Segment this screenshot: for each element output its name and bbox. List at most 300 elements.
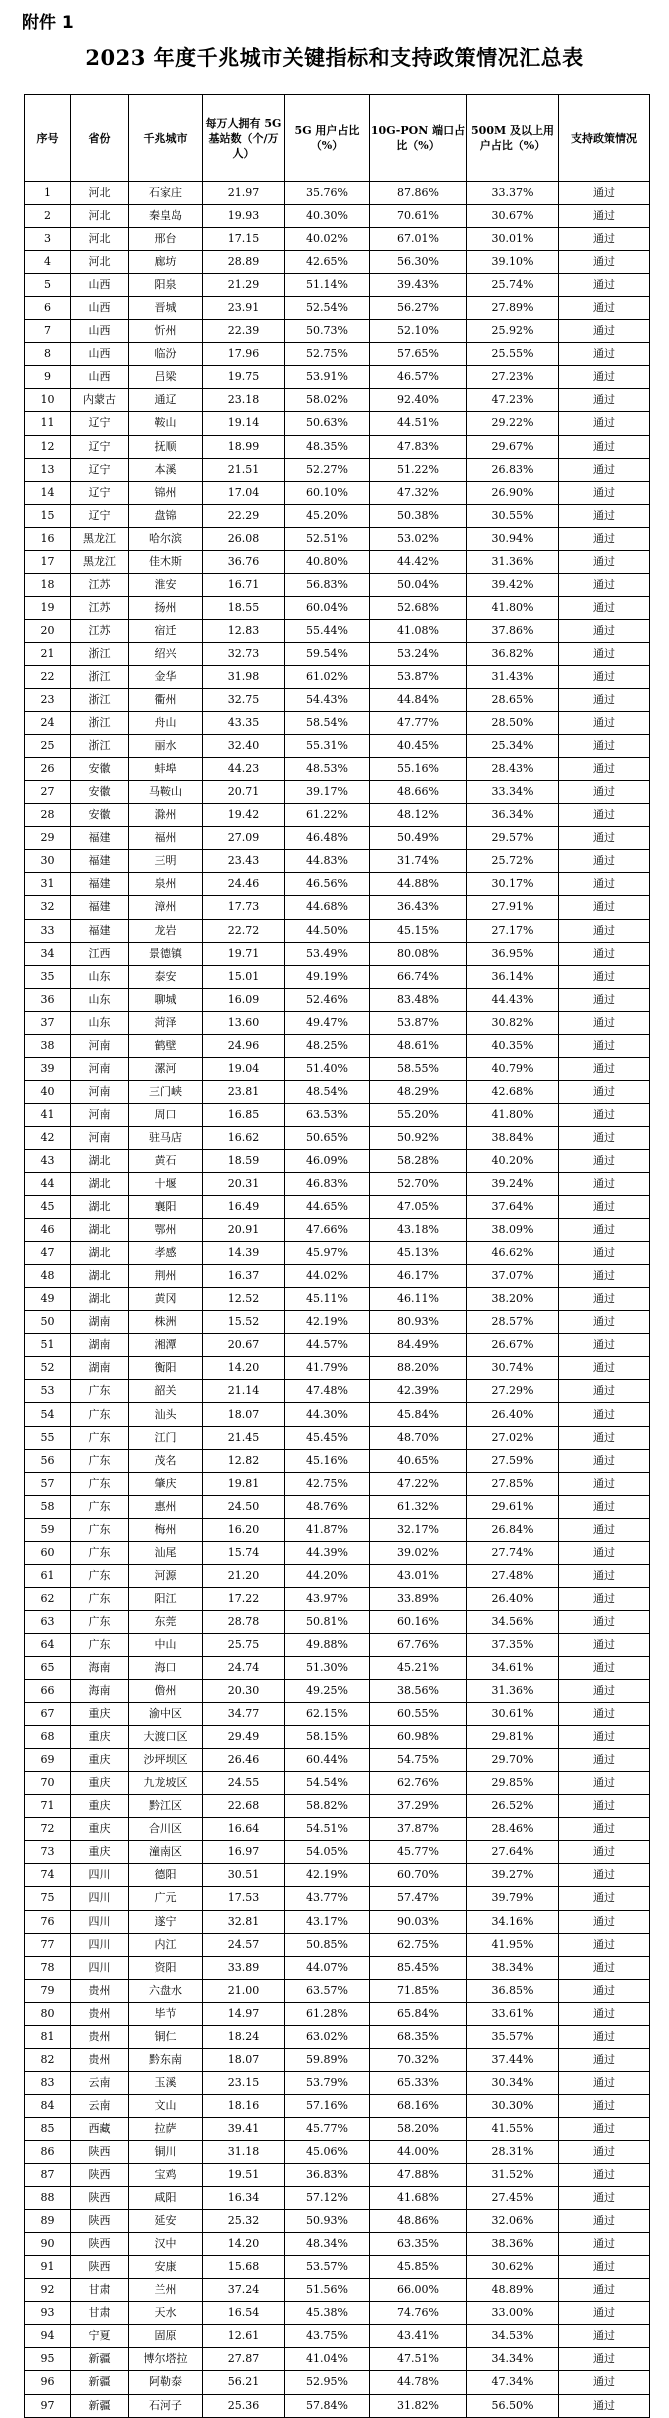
cell-5g-base-stations: 24.50	[203, 1495, 285, 1518]
cell-city: 黄冈	[129, 1288, 203, 1311]
cell-500m-user-share: 29.61%	[467, 1495, 559, 1518]
table-row	[25, 735, 650, 758]
table-row	[25, 2140, 650, 2163]
cell-5g-base-stations: 14.20	[203, 1357, 285, 1380]
cell-policy-status: 通过	[559, 1633, 650, 1656]
cell-500m-user-share: 28.57%	[467, 1311, 559, 1334]
table-row	[25, 1242, 650, 1265]
cell-province: 浙江	[71, 642, 129, 665]
cell-city: 忻州	[129, 320, 203, 343]
cell-city: 马鞍山	[129, 781, 203, 804]
cell-5g-base-stations: 20.30	[203, 1680, 285, 1703]
cell-seq: 24	[25, 712, 71, 735]
cell-seq: 35	[25, 965, 71, 988]
cell-500m-user-share: 26.83%	[467, 458, 559, 481]
cell-city: 博尔塔拉	[129, 2348, 203, 2371]
cell-10g-pon-share: 55.16%	[370, 758, 467, 781]
cell-5g-base-stations: 14.39	[203, 1242, 285, 1265]
cell-10g-pon-share: 48.29%	[370, 1080, 467, 1103]
cell-province: 四川	[71, 1864, 129, 1887]
table-row	[25, 2233, 650, 2256]
cell-10g-pon-share: 53.24%	[370, 642, 467, 665]
cell-policy-status: 通过	[559, 827, 650, 850]
cell-province: 广东	[71, 1587, 129, 1610]
cell-policy-status: 通过	[559, 2279, 650, 2302]
cell-10g-pon-share: 70.32%	[370, 2048, 467, 2071]
table-row	[25, 1449, 650, 1472]
cell-500m-user-share: 27.89%	[467, 297, 559, 320]
cell-5g-base-stations: 17.73	[203, 896, 285, 919]
cell-province: 新疆	[71, 2371, 129, 2394]
cell-policy-status: 通过	[559, 1311, 650, 1334]
cell-province: 浙江	[71, 665, 129, 688]
cell-policy-status: 通过	[559, 1864, 650, 1887]
cell-seq: 93	[25, 2302, 71, 2325]
cell-5g-user-share: 59.54%	[285, 642, 370, 665]
cell-5g-user-share: 52.51%	[285, 527, 370, 550]
cell-city: 肇庆	[129, 1472, 203, 1495]
cell-province: 湖南	[71, 1311, 129, 1334]
table-row	[25, 1380, 650, 1403]
cell-5g-user-share: 50.81%	[285, 1610, 370, 1633]
cell-10g-pon-share: 48.66%	[370, 781, 467, 804]
table-row	[25, 504, 650, 527]
cell-5g-user-share: 41.87%	[285, 1518, 370, 1541]
cell-500m-user-share: 27.17%	[467, 919, 559, 942]
table-row	[25, 2094, 650, 2117]
cell-policy-status: 通过	[559, 2094, 650, 2117]
cell-10g-pon-share: 36.43%	[370, 896, 467, 919]
cell-5g-user-share: 53.49%	[285, 942, 370, 965]
cell-seq: 15	[25, 504, 71, 527]
cell-city: 德阳	[129, 1864, 203, 1887]
cell-5g-user-share: 45.20%	[285, 504, 370, 527]
cell-10g-pon-share: 92.40%	[370, 389, 467, 412]
cell-500m-user-share: 28.65%	[467, 689, 559, 712]
cell-policy-status: 通过	[559, 1795, 650, 1818]
cell-5g-base-stations: 22.68	[203, 1795, 285, 1818]
cell-seq: 18	[25, 573, 71, 596]
cell-500m-user-share: 44.43%	[467, 988, 559, 1011]
cell-10g-pon-share: 85.45%	[370, 1956, 467, 1979]
cell-seq: 97	[25, 2394, 71, 2417]
cell-province: 湖北	[71, 1149, 129, 1172]
table-row	[25, 274, 650, 297]
cell-province: 福建	[71, 850, 129, 873]
cell-seq: 19	[25, 596, 71, 619]
cell-5g-base-stations: 16.34	[203, 2187, 285, 2210]
header-policy-status: 支持政策情况	[559, 95, 650, 182]
cell-5g-user-share: 48.53%	[285, 758, 370, 781]
cell-500m-user-share: 29.85%	[467, 1772, 559, 1795]
cell-policy-status: 通过	[559, 2002, 650, 2025]
cell-5g-base-stations: 21.00	[203, 1979, 285, 2002]
cell-province: 广东	[71, 1426, 129, 1449]
cell-province: 河南	[71, 1080, 129, 1103]
cell-province: 新疆	[71, 2348, 129, 2371]
table-row	[25, 1680, 650, 1703]
cell-province: 湖北	[71, 1219, 129, 1242]
header-10g-pon-share: 10G-PON 端口占比（%）	[370, 95, 467, 182]
cell-10g-pon-share: 43.01%	[370, 1564, 467, 1587]
cell-500m-user-share: 33.37%	[467, 182, 559, 205]
cell-city: 天水	[129, 2302, 203, 2325]
cell-500m-user-share: 29.70%	[467, 1749, 559, 1772]
cell-policy-status: 通过	[559, 2256, 650, 2279]
cell-policy-status: 通过	[559, 1426, 650, 1449]
cell-5g-base-stations: 15.68	[203, 2256, 285, 2279]
cell-5g-user-share: 53.91%	[285, 366, 370, 389]
cell-10g-pon-share: 60.98%	[370, 1726, 467, 1749]
cell-province: 山东	[71, 988, 129, 1011]
cell-5g-base-stations: 22.29	[203, 504, 285, 527]
cell-10g-pon-share: 44.88%	[370, 873, 467, 896]
cell-seq: 66	[25, 1680, 71, 1703]
cell-seq: 57	[25, 1472, 71, 1495]
cell-5g-user-share: 43.97%	[285, 1587, 370, 1610]
cell-5g-base-stations: 32.75	[203, 689, 285, 712]
cell-province: 福建	[71, 896, 129, 919]
cell-10g-pon-share: 65.33%	[370, 2071, 467, 2094]
cell-policy-status: 通过	[559, 527, 650, 550]
cell-seq: 32	[25, 896, 71, 919]
cell-5g-base-stations: 21.51	[203, 458, 285, 481]
table-row	[25, 389, 650, 412]
cell-500m-user-share: 27.74%	[467, 1541, 559, 1564]
cell-5g-base-stations: 34.77	[203, 1703, 285, 1726]
cell-500m-user-share: 27.64%	[467, 1841, 559, 1864]
cell-500m-user-share: 38.09%	[467, 1219, 559, 1242]
cell-province: 河北	[71, 251, 129, 274]
cell-seq: 95	[25, 2348, 71, 2371]
cell-seq: 23	[25, 689, 71, 712]
cell-province: 广东	[71, 1518, 129, 1541]
cell-policy-status: 通过	[559, 2164, 650, 2187]
cell-5g-user-share: 51.14%	[285, 274, 370, 297]
cell-policy-status: 通过	[559, 205, 650, 228]
cell-seq: 16	[25, 527, 71, 550]
table-row	[25, 1011, 650, 1034]
cell-seq: 22	[25, 665, 71, 688]
cell-policy-status: 通过	[559, 1149, 650, 1172]
cell-500m-user-share: 30.01%	[467, 228, 559, 251]
cell-policy-status: 通过	[559, 642, 650, 665]
cell-5g-user-share: 36.83%	[285, 2164, 370, 2187]
cell-city: 株洲	[129, 1311, 203, 1334]
cell-500m-user-share: 26.52%	[467, 1795, 559, 1818]
cell-province: 陕西	[71, 2256, 129, 2279]
page-title: 2023 年度千兆城市关键指标和支持政策情况汇总表	[85, 45, 584, 70]
cell-10g-pon-share: 32.17%	[370, 1518, 467, 1541]
cell-10g-pon-share: 41.08%	[370, 619, 467, 642]
cell-5g-base-stations: 28.78	[203, 1610, 285, 1633]
cell-5g-user-share: 58.15%	[285, 1726, 370, 1749]
cell-seq: 79	[25, 1979, 71, 2002]
cell-policy-status: 通过	[559, 1956, 650, 1979]
table-row	[25, 827, 650, 850]
cell-500m-user-share: 25.92%	[467, 320, 559, 343]
cell-policy-status: 通过	[559, 689, 650, 712]
cell-10g-pon-share: 62.75%	[370, 1933, 467, 1956]
cell-seq: 43	[25, 1149, 71, 1172]
cell-5g-base-stations: 17.53	[203, 1887, 285, 1910]
cell-500m-user-share: 34.53%	[467, 2325, 559, 2348]
cell-policy-status: 通过	[559, 1495, 650, 1518]
cell-province: 湖北	[71, 1173, 129, 1196]
cell-seq: 14	[25, 481, 71, 504]
cell-policy-status: 通过	[559, 251, 650, 274]
cell-5g-user-share: 50.73%	[285, 320, 370, 343]
table-row	[25, 2117, 650, 2140]
cell-500m-user-share: 56.50%	[467, 2394, 559, 2417]
cell-seq: 75	[25, 1887, 71, 1910]
cell-10g-pon-share: 45.13%	[370, 1242, 467, 1265]
cell-seq: 9	[25, 366, 71, 389]
cell-seq: 65	[25, 1657, 71, 1680]
cell-5g-base-stations: 21.97	[203, 182, 285, 205]
cell-city: 龙岩	[129, 919, 203, 942]
cell-city: 六盘水	[129, 1979, 203, 2002]
cell-seq: 50	[25, 1311, 71, 1334]
cell-province: 浙江	[71, 735, 129, 758]
cell-10g-pon-share: 47.22%	[370, 1472, 467, 1495]
cell-10g-pon-share: 53.87%	[370, 1011, 467, 1034]
cell-city: 蚌埠	[129, 758, 203, 781]
table-row	[25, 942, 650, 965]
cell-5g-user-share: 49.88%	[285, 1633, 370, 1656]
cell-policy-status: 通过	[559, 1818, 650, 1841]
cell-500m-user-share: 26.40%	[467, 1403, 559, 1426]
cell-city: 大渡口区	[129, 1726, 203, 1749]
cell-5g-user-share: 60.04%	[285, 596, 370, 619]
header-seq: 序号	[25, 95, 71, 182]
cell-5g-user-share: 49.19%	[285, 965, 370, 988]
cell-5g-base-stations: 17.15	[203, 228, 285, 251]
cell-policy-status: 通过	[559, 665, 650, 688]
cell-policy-status: 通过	[559, 804, 650, 827]
cell-5g-user-share: 58.82%	[285, 1795, 370, 1818]
cell-10g-pon-share: 53.02%	[370, 527, 467, 550]
cell-500m-user-share: 42.68%	[467, 1080, 559, 1103]
cell-5g-base-stations: 31.98	[203, 665, 285, 688]
cell-seq: 7	[25, 320, 71, 343]
cell-5g-user-share: 44.20%	[285, 1564, 370, 1587]
cell-policy-status: 通过	[559, 1910, 650, 1933]
cell-city: 本溪	[129, 458, 203, 481]
cell-province: 山西	[71, 320, 129, 343]
cell-5g-base-stations: 19.75	[203, 366, 285, 389]
cell-province: 河北	[71, 182, 129, 205]
cell-5g-user-share: 61.02%	[285, 665, 370, 688]
cell-5g-user-share: 51.30%	[285, 1657, 370, 1680]
cell-city: 拉萨	[129, 2117, 203, 2140]
cell-seq: 86	[25, 2140, 71, 2163]
table-row	[25, 2187, 650, 2210]
cell-city: 秦皇岛	[129, 205, 203, 228]
cell-500m-user-share: 30.74%	[467, 1357, 559, 1380]
cell-seq: 89	[25, 2210, 71, 2233]
table-row	[25, 458, 650, 481]
cell-10g-pon-share: 70.61%	[370, 205, 467, 228]
cell-province: 广东	[71, 1610, 129, 1633]
table-row	[25, 1034, 650, 1057]
cell-policy-status: 通过	[559, 389, 650, 412]
cell-5g-base-stations: 12.52	[203, 1288, 285, 1311]
cell-10g-pon-share: 56.27%	[370, 297, 467, 320]
cell-5g-base-stations: 24.46	[203, 873, 285, 896]
table-row	[25, 481, 650, 504]
cell-city: 吕梁	[129, 366, 203, 389]
cell-policy-status: 通过	[559, 1680, 650, 1703]
cell-seq: 88	[25, 2187, 71, 2210]
cell-5g-user-share: 63.57%	[285, 1979, 370, 2002]
cell-seq: 45	[25, 1196, 71, 1219]
cell-policy-status: 通过	[559, 1841, 650, 1864]
cell-5g-base-stations: 24.96	[203, 1034, 285, 1057]
cell-seq: 46	[25, 1219, 71, 1242]
cell-5g-user-share: 50.85%	[285, 1933, 370, 1956]
cell-province: 福建	[71, 873, 129, 896]
cell-10g-pon-share: 65.84%	[370, 2002, 467, 2025]
table-row	[25, 1219, 650, 1242]
cell-5g-user-share: 42.75%	[285, 1472, 370, 1495]
cell-seq: 28	[25, 804, 71, 827]
cell-500m-user-share: 28.43%	[467, 758, 559, 781]
header-province: 省份	[71, 95, 129, 182]
cell-city: 菏泽	[129, 1011, 203, 1034]
cell-5g-base-stations: 15.74	[203, 1541, 285, 1564]
cell-policy-status: 通过	[559, 1726, 650, 1749]
cell-province: 陕西	[71, 2187, 129, 2210]
table-row	[25, 850, 650, 873]
cell-5g-base-stations: 16.62	[203, 1126, 285, 1149]
cell-5g-base-stations: 25.32	[203, 2210, 285, 2233]
cell-city: 鹤壁	[129, 1034, 203, 1057]
cell-province: 四川	[71, 1887, 129, 1910]
cell-seq: 87	[25, 2164, 71, 2187]
cell-500m-user-share: 36.34%	[467, 804, 559, 827]
cell-10g-pon-share: 46.11%	[370, 1288, 467, 1311]
cell-10g-pon-share: 44.51%	[370, 412, 467, 435]
cell-seq: 73	[25, 1841, 71, 1864]
cell-5g-user-share: 43.17%	[285, 1910, 370, 1933]
cell-5g-base-stations: 17.96	[203, 343, 285, 366]
cell-policy-status: 通过	[559, 274, 650, 297]
cell-10g-pon-share: 54.75%	[370, 1749, 467, 1772]
cell-10g-pon-share: 58.20%	[370, 2117, 467, 2140]
cell-city: 扬州	[129, 596, 203, 619]
cell-policy-status: 通过	[559, 1288, 650, 1311]
cell-city: 茂名	[129, 1449, 203, 1472]
cell-5g-base-stations: 25.36	[203, 2394, 285, 2417]
cell-province: 西藏	[71, 2117, 129, 2140]
cell-5g-base-stations: 27.87	[203, 2348, 285, 2371]
cell-10g-pon-share: 84.49%	[370, 1334, 467, 1357]
cell-seq: 52	[25, 1357, 71, 1380]
cell-5g-user-share: 50.63%	[285, 412, 370, 435]
table-row	[25, 1403, 650, 1426]
table-row	[25, 1057, 650, 1080]
table-row	[25, 1357, 650, 1380]
cell-province: 湖北	[71, 1242, 129, 1265]
cell-province: 重庆	[71, 1772, 129, 1795]
cell-5g-user-share: 44.50%	[285, 919, 370, 942]
cell-province: 河北	[71, 228, 129, 251]
cell-province: 重庆	[71, 1703, 129, 1726]
cell-500m-user-share: 27.91%	[467, 896, 559, 919]
cell-5g-base-stations: 21.45	[203, 1426, 285, 1449]
cell-province: 安徽	[71, 781, 129, 804]
cell-seq: 40	[25, 1080, 71, 1103]
cell-province: 黑龙江	[71, 550, 129, 573]
cell-5g-base-stations: 17.04	[203, 481, 285, 504]
cell-5g-user-share: 62.15%	[285, 1703, 370, 1726]
cell-city: 抚顺	[129, 435, 203, 458]
cell-5g-user-share: 50.65%	[285, 1126, 370, 1149]
cell-5g-user-share: 42.19%	[285, 1311, 370, 1334]
table-row	[25, 2002, 650, 2025]
cell-5g-user-share: 55.44%	[285, 619, 370, 642]
table-row	[25, 665, 650, 688]
cell-500m-user-share: 33.61%	[467, 2002, 559, 2025]
table-row	[25, 1772, 650, 1795]
cell-10g-pon-share: 60.16%	[370, 1610, 467, 1633]
table-row	[25, 1726, 650, 1749]
table-row	[25, 1173, 650, 1196]
cell-10g-pon-share: 80.93%	[370, 1311, 467, 1334]
cell-province: 内蒙古	[71, 389, 129, 412]
cell-10g-pon-share: 58.55%	[370, 1057, 467, 1080]
cell-10g-pon-share: 47.77%	[370, 712, 467, 735]
cell-10g-pon-share: 60.55%	[370, 1703, 467, 1726]
cell-5g-user-share: 43.75%	[285, 2325, 370, 2348]
cell-5g-base-stations: 30.51	[203, 1864, 285, 1887]
cell-5g-user-share: 52.75%	[285, 343, 370, 366]
cell-5g-base-stations: 15.01	[203, 965, 285, 988]
cell-province: 江西	[71, 942, 129, 965]
cell-seq: 31	[25, 873, 71, 896]
cell-500m-user-share: 33.34%	[467, 781, 559, 804]
cell-500m-user-share: 34.16%	[467, 1910, 559, 1933]
cell-city: 晋城	[129, 297, 203, 320]
cell-5g-base-stations: 19.04	[203, 1057, 285, 1080]
cell-city: 安康	[129, 2256, 203, 2279]
cell-500m-user-share: 41.80%	[467, 596, 559, 619]
cell-seq: 5	[25, 274, 71, 297]
cell-seq: 30	[25, 850, 71, 873]
cell-province: 贵州	[71, 2002, 129, 2025]
cell-5g-user-share: 52.95%	[285, 2371, 370, 2394]
cell-province: 四川	[71, 1910, 129, 1933]
table-row	[25, 896, 650, 919]
cell-5g-base-stations: 21.20	[203, 1564, 285, 1587]
cell-policy-status: 通过	[559, 2371, 650, 2394]
cell-province: 广东	[71, 1403, 129, 1426]
cell-5g-base-stations: 22.72	[203, 919, 285, 942]
cell-5g-user-share: 42.65%	[285, 251, 370, 274]
cell-5g-base-stations: 12.82	[203, 1449, 285, 1472]
cell-policy-status: 通过	[559, 596, 650, 619]
cell-5g-user-share: 40.02%	[285, 228, 370, 251]
cell-5g-base-stations: 44.23	[203, 758, 285, 781]
cell-province: 辽宁	[71, 504, 129, 527]
cell-policy-status: 通过	[559, 481, 650, 504]
cell-province: 广东	[71, 1449, 129, 1472]
cell-city: 绍兴	[129, 642, 203, 665]
cell-city: 衡阳	[129, 1357, 203, 1380]
cell-province: 重庆	[71, 1841, 129, 1864]
cell-seq: 71	[25, 1795, 71, 1818]
